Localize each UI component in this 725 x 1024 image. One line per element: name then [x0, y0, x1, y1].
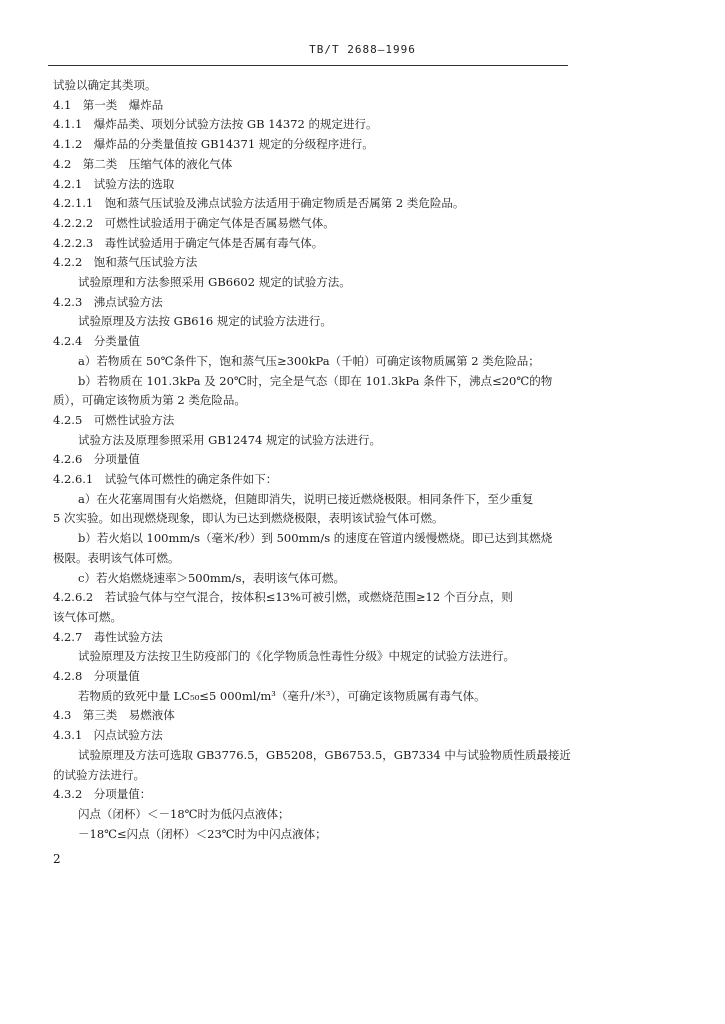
- text-line: 4.2.4 分类量值: [53, 334, 140, 349]
- text-line: 4.2.2.3 毒性试验适用于确定气体是否属有毒气体。: [53, 235, 324, 250]
- text-line: 4.2 第二类 压缩气体的液化气体: [53, 156, 233, 171]
- text-line: 4.2.1.1 饱和蒸气压试验及沸点试验方法适用于确定物质是否属第 2 类危险品。: [53, 196, 465, 211]
- text-line: 极限。表明该气体可燃。: [53, 550, 180, 565]
- text-line: 闪点（闭杯）＜－18℃时为低闪点液体；: [78, 806, 290, 821]
- text-line: 试验方法及原理参照采用 GB12474 规定的试验方法进行。: [78, 432, 382, 447]
- page-number: 2: [53, 852, 61, 867]
- text-line: 4.3.2 分项量值：: [53, 787, 152, 802]
- text-line: 4.2.8 分项量值: [53, 669, 140, 683]
- text-line: －18℃≤闪点（闭杯）＜23℃时为中闪点液体；: [78, 826, 327, 841]
- header-rule: [48, 65, 568, 66]
- text-line: 该气体可燃。: [53, 609, 122, 624]
- text-line: 4.2.6.1 试验气体可燃性的确定条件如下：: [53, 472, 278, 486]
- text-line: 4.3.1 闪点试验方法: [53, 728, 163, 743]
- text-line: c）若火焰燃烧速率＞500mm/s，表明该气体可燃。: [78, 570, 345, 585]
- text-line: 4.2.6 分项量值: [53, 452, 140, 467]
- text-line: 4.2.2 饱和蒸气压试验方法: [53, 255, 198, 270]
- text-line: 4.2.2.2 可燃性试验适用于确定气体是否属易燃气体。: [53, 215, 335, 230]
- text-line: 4.1.2 爆炸品的分类量值按 GB14371 规定的分级程序进行。: [53, 137, 374, 152]
- text-line: 的试验方法进行。: [53, 767, 145, 782]
- text-line: 质），可确定该物质为第 2 类危险品。: [53, 393, 246, 408]
- text-line: 试验原理和方法参照采用 GB6602 规定的试验方法。: [78, 275, 351, 289]
- text-line: a）在火花塞周围有火焰燃烧，但随即消失，说明已接近燃烧极限。相同条件下，至少重复: [78, 491, 534, 506]
- text-line: 若物质的致死中量 LC₅₀≤5 000ml/m³（毫升/米³），可确定该物质属有毒气体。: [78, 688, 486, 703]
- text-line: 4.2.6.2 若试验气体与空气混合，按体积≤13%可被引燃，或燃烧范围≥12 个百分点，则: [53, 590, 513, 605]
- text-line: 4.1.1 爆炸品类、项划分试验方法按 GB 14372 的规定进行。: [53, 117, 378, 132]
- text-line: 4.2.1 试验方法的选取: [53, 176, 175, 191]
- text-line: 试验以确定其类项。: [53, 78, 157, 92]
- text-line: 试验原理及方法按 GB616 规定的试验方法进行。: [78, 314, 332, 329]
- text-line: 5 次实验。如出现燃烧现象，即认为已达到燃烧极限，表明该试验气体可燃。: [53, 511, 444, 526]
- text-line: 试验原理及方法按卫生防疫部门的《化学物质急性毒性分级》中规定的试验方法进行。: [78, 649, 515, 664]
- text-line: 4.1 第一类 爆炸品: [53, 97, 164, 112]
- text-line: 4.2.3 沸点试验方法: [53, 294, 163, 309]
- text-line: a）若物质在 50℃条件下，饱和蒸气压≥300kPa（千帕）可确定该物质属第 2 类危险品；: [78, 353, 540, 368]
- text-line: b）若物质在 101.3kPa 及 20℃时，完全是气态（即在 101.3kPa 条件下，沸点≤20℃的物: [78, 373, 553, 388]
- standard-code-header: TB/T 2688—1996: [309, 43, 416, 56]
- text-line: 4.2.5 可燃性试验方法: [53, 412, 175, 427]
- text-line: b）若火焰以 100mm/s（毫米/秒）到 500mm/s 的速度在管道内缓慢燃烧。即已达到其燃烧: [78, 531, 553, 546]
- text-line: 4.3 第三类 易燃液体: [53, 708, 175, 723]
- text-line: 试验原理及方法可选取 GB3776.5，GB5208，GB6753.5，GB7334 中与试验物质性质最接近: [78, 747, 571, 762]
- text-line: 4.2.7 毒性试验方法: [53, 629, 163, 644]
